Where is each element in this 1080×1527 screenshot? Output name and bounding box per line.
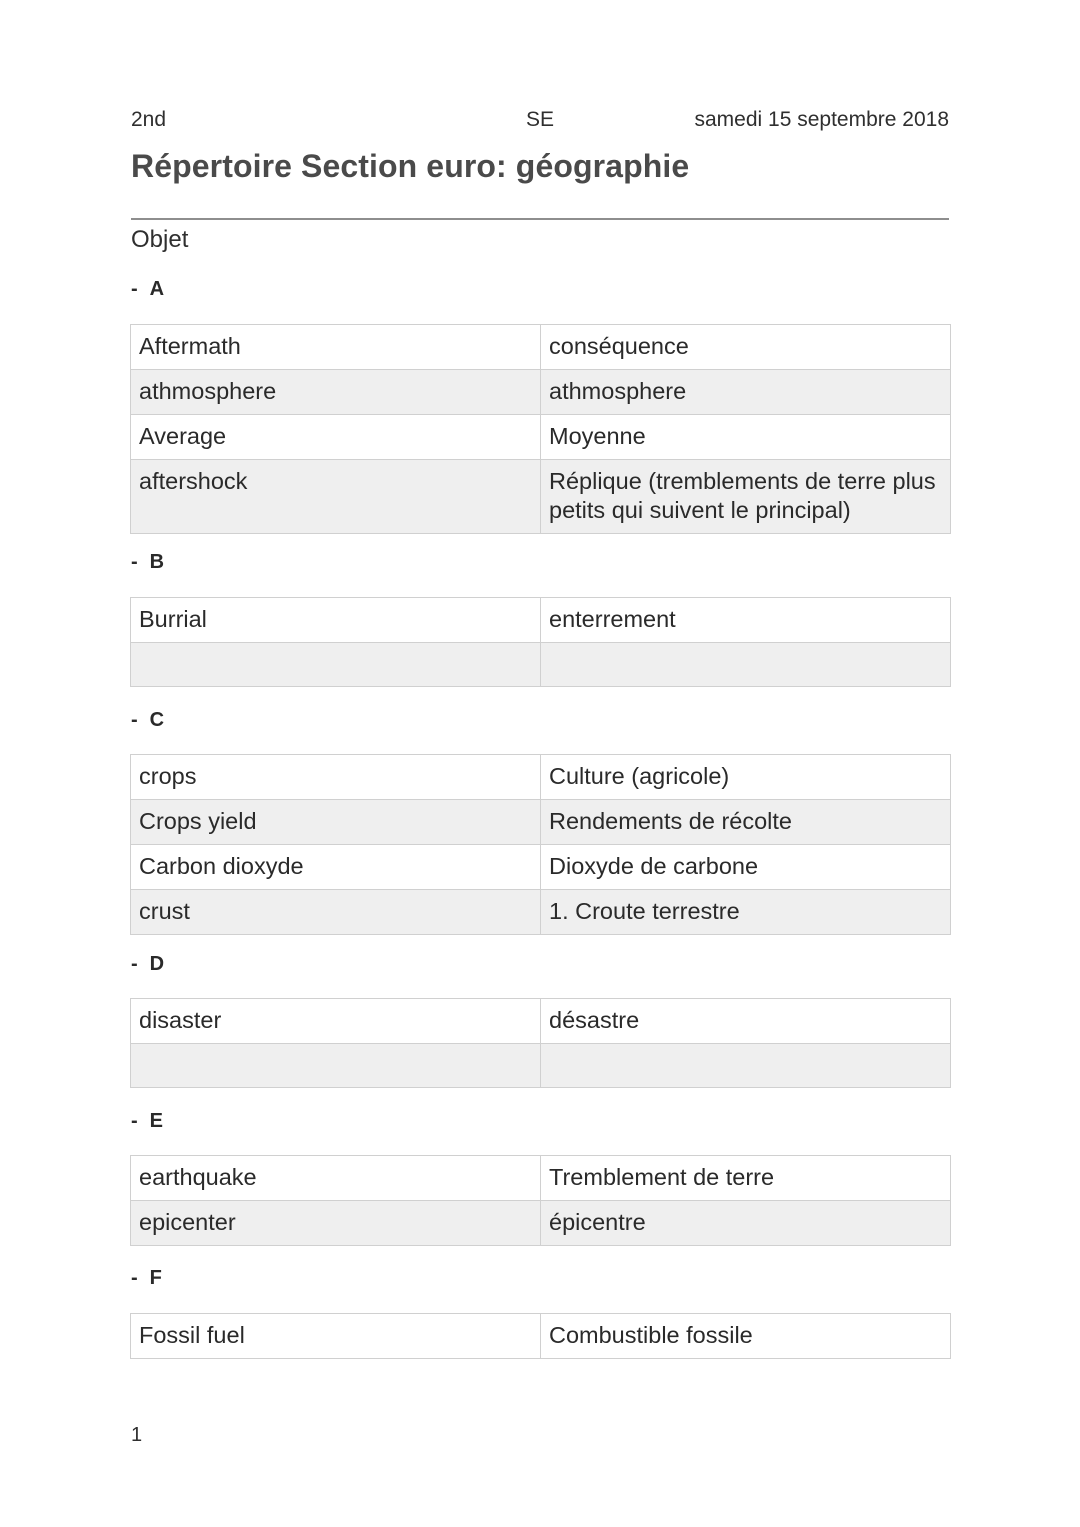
term-en: Fossil fuel (131, 1314, 541, 1359)
vocab-table-a (130, 324, 951, 534)
term-en: crops (131, 755, 541, 800)
term-en: Crops yield (131, 800, 541, 845)
term-fr: Rendements de récolte (541, 800, 951, 845)
heading-dash: - (131, 1267, 138, 1289)
term-fr: Tremblement de terre (541, 1156, 951, 1201)
vocab-table-d (130, 998, 951, 1088)
term-en: crust (131, 890, 541, 935)
title-divider (131, 218, 949, 220)
letter-heading-b (131, 551, 164, 574)
term-fr: enterrement (541, 598, 951, 643)
term-en: Carbon dioxyde (131, 845, 541, 890)
term-fr (541, 643, 951, 687)
class-level: 2nd (131, 108, 167, 131)
term-en: Average (131, 415, 541, 460)
term-en (131, 1044, 541, 1088)
table-row (131, 999, 951, 1044)
term-en: disaster (131, 999, 541, 1044)
letter-heading-a (131, 278, 164, 301)
term-en: Aftermath (131, 325, 541, 370)
page-header (131, 108, 949, 136)
table-row (131, 845, 951, 890)
term-fr (541, 1044, 951, 1088)
letter-heading-f (131, 1267, 162, 1290)
vocab-table-c (130, 754, 951, 935)
term-fr: Culture (agricole) (541, 755, 951, 800)
table-row (131, 370, 951, 415)
term-en: epicenter (131, 1201, 541, 1246)
table-row (131, 460, 951, 534)
heading-dash: - (131, 278, 138, 300)
section-code: SE (526, 108, 555, 131)
term-fr: Réplique (tremblements de terre plus petits qui suivent le principal) (541, 460, 951, 534)
vocab-table-e (130, 1155, 951, 1246)
header-date: samedi 15 septembre 2018 (694, 108, 949, 131)
heading-letter: E (149, 1110, 164, 1132)
term-fr: athmosphere (541, 370, 951, 415)
vocab-table-b (130, 597, 951, 687)
table-row (131, 643, 951, 687)
table-row (131, 1314, 951, 1359)
term-fr: 1. Croute terrestre (541, 890, 951, 935)
term-en: athmosphere (131, 370, 541, 415)
term-fr: Dioxyde de carbone (541, 845, 951, 890)
table-row (131, 1044, 951, 1088)
term-fr: Moyenne (541, 415, 951, 460)
term-fr: conséquence (541, 325, 951, 370)
heading-dash: - (131, 709, 138, 731)
table-row (131, 1201, 951, 1246)
table-row (131, 1156, 951, 1201)
page-title: Répertoire Section euro: géographie (131, 148, 690, 184)
page-number: 1 (131, 1424, 143, 1446)
term-en: aftershock (131, 460, 541, 534)
table-row (131, 755, 951, 800)
letter-heading-e (131, 1110, 163, 1133)
term-fr: désastre (541, 999, 951, 1044)
heading-dash: - (131, 1110, 138, 1132)
section-label: Objet (131, 226, 189, 253)
vocab-table-f (130, 1313, 951, 1359)
term-fr: Combustible fossile (541, 1314, 951, 1359)
term-en (131, 643, 541, 687)
table-row (131, 415, 951, 460)
term-fr: épicentre (541, 1201, 951, 1246)
table-row (131, 325, 951, 370)
heading-letter: A (149, 278, 165, 300)
heading-letter: B (149, 551, 165, 573)
heading-letter: C (149, 709, 165, 731)
term-en: earthquake (131, 1156, 541, 1201)
heading-dash: - (131, 953, 138, 975)
table-row (131, 598, 951, 643)
heading-letter: F (149, 1267, 162, 1289)
letter-heading-d (131, 953, 164, 976)
heading-letter: D (149, 953, 165, 975)
table-row (131, 800, 951, 845)
term-en: Burrial (131, 598, 541, 643)
letter-heading-c (131, 709, 164, 732)
heading-dash: - (131, 551, 138, 573)
table-row (131, 890, 951, 935)
